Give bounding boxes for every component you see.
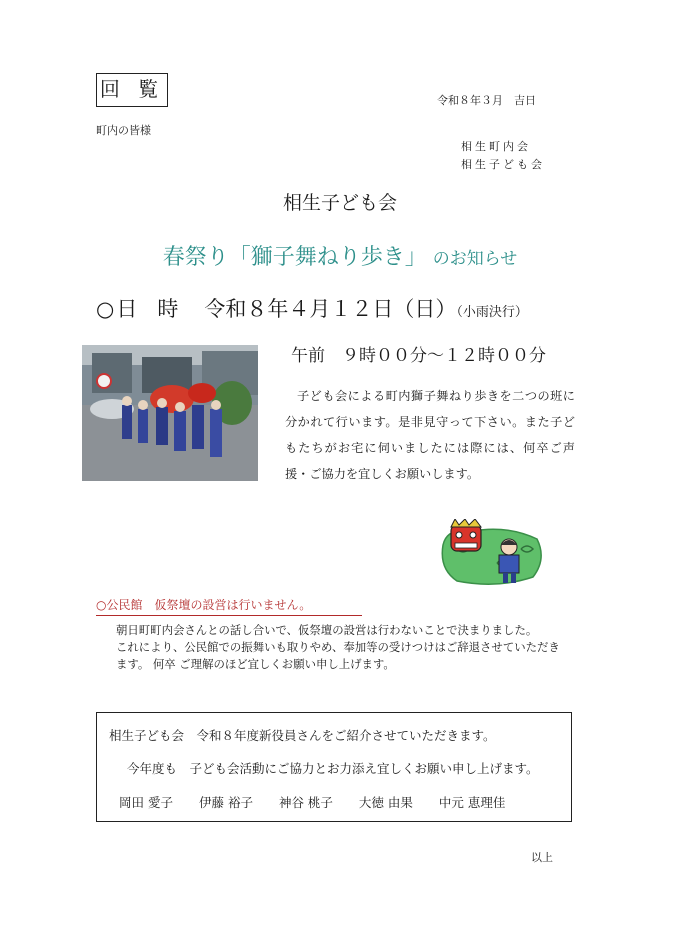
datetime-label: 日時 <box>116 297 199 321</box>
event-date: 令和８年４月１２日（日） <box>204 297 457 321</box>
shishimai-photo-icon <box>82 345 258 481</box>
event-description: 子ども会による町内獅子舞ねり歩きを二つの班に分かれて行います。是非見守って下さい。また子どもたちがお宅に伺いましたには際には、何卒ご声援・ご協力を宜しくお願いします。 <box>285 389 575 481</box>
officer-name: 神谷 桃子 <box>278 795 333 810</box>
section-heading <box>96 596 362 616</box>
circle-mark: ○ <box>96 297 115 321</box>
organization-title: 相生子ども会 <box>282 192 397 214</box>
sender-association: 相生町内会 <box>461 140 531 153</box>
section-line: 朝日町町内会さんとの話し合いで、仮祭壇の設営は行わないことで決まりました。 <box>116 623 538 637</box>
section-body <box>116 622 568 673</box>
shishimai-illustration <box>437 519 547 589</box>
sender-kids-club: 相生子ども会 <box>461 158 545 171</box>
event-time: 午前 ９時００分～１２時００分 <box>291 346 546 366</box>
notice-title-main: 春祭り「獅子舞ねり歩き」 <box>162 245 427 270</box>
section-heading-text: 仮祭壇の設営は行いません。 <box>154 598 312 612</box>
closing-mark: 以上 <box>531 851 553 864</box>
kairan-label: 回 覧 <box>96 73 168 107</box>
rain-note: （小雨決行） <box>456 305 528 320</box>
officers-box <box>96 712 572 822</box>
officer-name: 大徳 由果 <box>358 795 413 810</box>
officer-name: 岡田 愛子 <box>119 795 173 810</box>
officers-request: 今年度も 子ども会活動にご協力とお力添え宜しくお願い申し上げます。 <box>127 761 539 776</box>
officers-intro: 相生子ども会 令和８年度新役員さんをご紹介させていただきます。 <box>109 728 496 743</box>
officer-name: 伊藤 裕子 <box>198 795 253 810</box>
shishimai-photo <box>82 345 258 481</box>
officers-names <box>119 793 527 811</box>
issue-date: 令和８年３月 吉日 <box>437 94 536 107</box>
event-datetime <box>96 293 528 323</box>
officer-name: 中元 恵理佳 <box>438 795 506 810</box>
section-heading-place: ○公民館 <box>96 598 143 612</box>
recipient: 町内の皆様 <box>96 124 151 137</box>
notice-title <box>0 240 680 271</box>
section-line: これにより、公民館での振舞いも取りやめ、奉加等の受けつけはご辞退させていただきます。 何卒 ご理解のほど宜しくお願い申し上げます。 <box>116 640 560 671</box>
lion-dance-icon <box>437 519 547 589</box>
notice-title-suffix: のお知らせ <box>432 249 518 269</box>
